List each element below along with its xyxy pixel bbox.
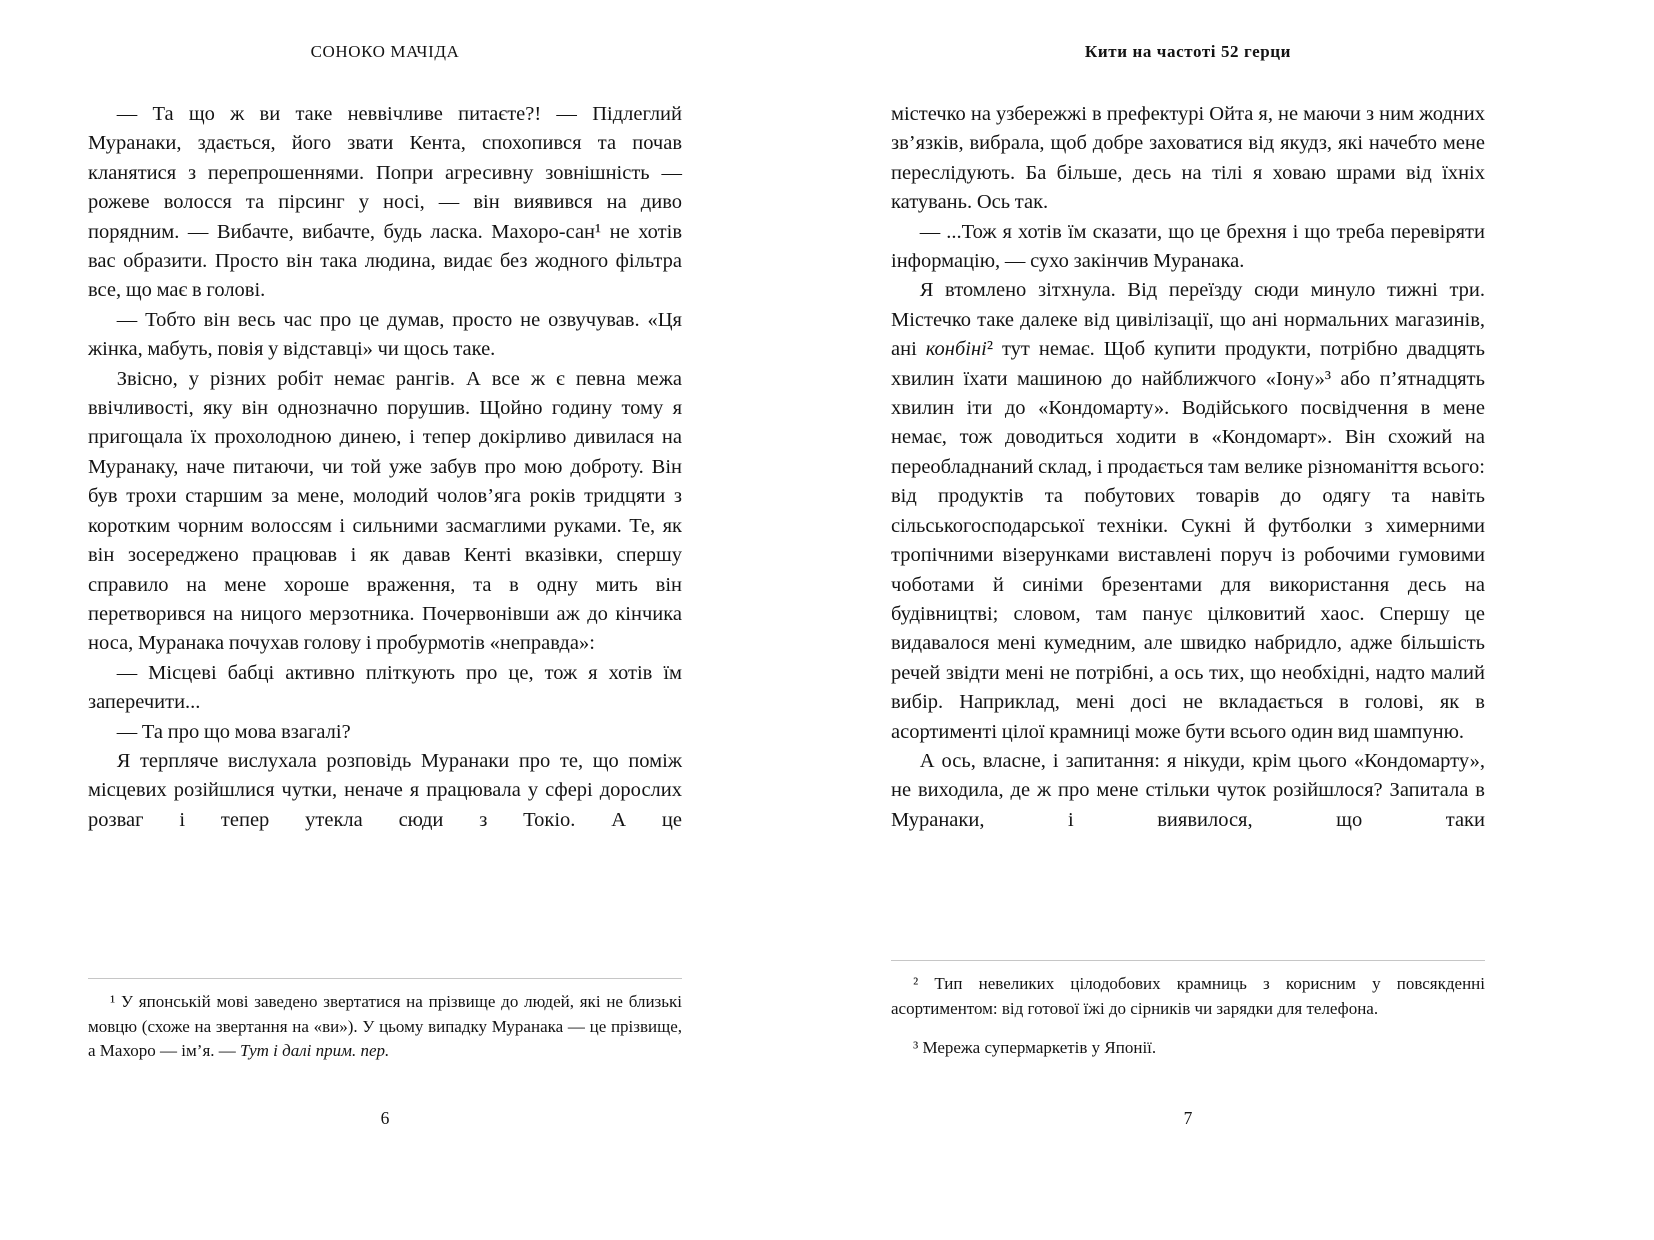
footnote-divider	[88, 978, 682, 979]
paragraph-text: ² тут немає. Щоб купити продукти, потрібно двадцять хвилин їхати машиною до найближчого «Іону»³ або п’ятнадцять хвилин іти до «Кондомарту». Водійського посвідчення в мене немає, тож доводиться ходити в «Кондомарт». Він схожий на переобладнаний склад, і продається там велике різноманіття всього: від продуктів та побутових товарів до одягу та навіть сільськогосподарської техніки. Сукні й футболки з химерними тропічними візерунками виставлені поруч із робочими гумовими чоботами й синіми брезентами для використання десь на будівництві; словом, там панує цілковитий хаос. Спершу це видавалося мені кумедним, але швидко набридло, адже більшість речей звідти мені не потрібні, а ось тих, що необхідні, надто малий вибір. Наприклад, мені досі не вкладається в голові, як в асортименті цілої крамниці може бути всього один вид шампуню.	[891, 338, 1485, 743]
paragraph: — Тобто він весь час про це думав, просто не озвучував. «Ця жінка, мабуть, повія у відставці» чи щось таке.	[88, 308, 682, 361]
paragraph: А ось, власне, і запитання: я нікуди, крім цього «Кондомарту», не виходила, де ж про мене стільки чуток розійшлося? Запитала в Муранаки, і виявилося, що таки	[891, 749, 1485, 831]
paragraph: Я терпляче вислухала розповідь Муранаки про те, що поміж місцевих розійшлися чутки, неначе я працювала у сфері дорослих розваг і тепер утекла сюди з Токіо. А це	[88, 749, 682, 831]
paragraph: — Та що ж ви таке неввічливе питаєте?! — Підлеглий Муранаки, здається, його звати Кента, спохопився та почав кланятися з перепрошеннями. Попри агресивну зовнішність — рожеве волосся та пірсинг у носі, — він виявився на диво порядним. — Вибачте, вибачте, будь ласка. Махоро-сан¹ не хотів вас образити. Просто він така людина, видає без жодного фільтра все, що має в голові.	[88, 103, 682, 302]
page-number-right: 7	[1183, 1108, 1193, 1128]
footnote: ³ Мережа супермаркетів у Японії.	[913, 1038, 1157, 1058]
footnote	[88, 990, 682, 1064]
left-footnotes	[88, 978, 682, 1064]
paragraph: — ...Тож я хотів їм сказати, що це брехня і що треба перевіряти інформацію, — сухо закінчив Муранака.	[891, 220, 1485, 273]
paragraph: — Та про що мова взагалі?	[116, 720, 351, 743]
left-body-text	[88, 100, 682, 835]
footnote: ² Тип невеликих цілодобових крамниць з корисним у повсякденні асортиментом: від готової їжі до сірників чи зарядки для телефона.	[891, 974, 1485, 1018]
page-number-left: 6	[380, 1108, 390, 1128]
footnote-translator-note: Тут і далі прим. пер.	[240, 1041, 390, 1061]
right-footnotes	[891, 960, 1485, 1061]
paragraph: Звісно, у різних робіт немає рангів. А все ж є певна межа ввічливості, яку він однозначно порушив. Щойно годину тому я пригощала їх прохолодною динею, і тепер докірливо дивилася на Муранаку, наче питаючи, чи той уже забув про мою доброту. Він був трохи старшим за мене, молодий чолов’яга років тридцяти з коротким чорним волоссям і сильними засмаглими руками. Те, як він зосереджено працював і як давав Кенті вказівки, спершу справило на мене хороше враження, та в одну мить він перетворився на ницого мерзотника. Почервонівши аж до кінчика носа, Муранака почухав голову і пробурмотів «неправда»:	[88, 367, 682, 655]
running-head-title: Кити на частоті 52 герци	[1084, 42, 1292, 61]
running-head-author: СОНОКО МАЧІДА	[310, 42, 460, 61]
paragraph	[891, 276, 1485, 747]
paragraph: містечко на узбережжі в префектурі Ойта я, не маючи з ним жодних зв’язків, вибрала, щоб добре заховатися від якудз, які начебто мене переслідують. Ба більше, десь на тілі я ховаю шрами від їхніх катувань. Ось так.	[891, 103, 1485, 214]
footnote-divider	[891, 960, 1485, 961]
footnote-text: ¹ У японській мові заведено звертатися на прізвище до людей, які не близькі мовцю (схоже на звертання на «ви»). У цьому випадку Муранака — це прізвище, а Махоро — ім’я. —	[88, 992, 682, 1061]
paragraph-italic-term: конбіні	[925, 338, 987, 361]
page-right	[827, 0, 1654, 1240]
paragraph-text: Я втомлено зітхнула. Від переїзду сюди минуло тижні три. Містечко таке далеке від цивілізації, що ані нормальних магазинів, ані	[891, 279, 1485, 361]
paragraph: — Місцеві бабці активно пліткують про це, тож я хотів їм заперечити...	[88, 661, 682, 714]
right-body-text	[891, 100, 1485, 835]
